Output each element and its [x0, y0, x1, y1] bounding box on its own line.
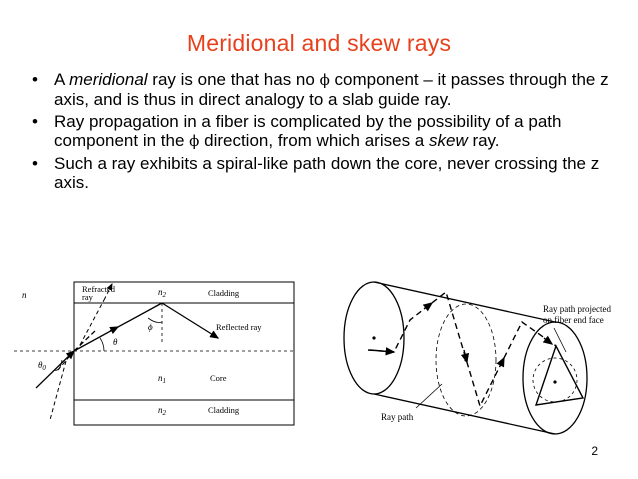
bullet-dot: • [32, 154, 38, 173]
label-n1: $n_1$ [158, 373, 166, 385]
label-n: n [22, 290, 27, 300]
label-projected-1: Ray path projected [543, 304, 611, 314]
center-dot-end [553, 380, 556, 383]
label-theta0: $\theta_0$ [38, 360, 46, 372]
label-cladding-bottom: Cladding [208, 405, 240, 415]
bullet-meridional: • A meridional ray is one that has no ϕ component – it passes through the z axis, and is thus in direct analogy to a slab guide ray. [32, 70, 609, 109]
label-n2-bottom: $n_2$ [158, 405, 166, 417]
label-n2-top: $n_2$ [158, 287, 166, 299]
bullet-skew: • Ray propagation in a fiber is complicated by the possibility of a path component in the ϕ direction, from which arises a skew ray. [32, 112, 562, 150]
label-projected-2: on fiber end face [543, 315, 604, 325]
slide-title: Meridional and skew rays [186, 30, 452, 56]
bullet-dot: • [32, 112, 38, 131]
label-ray-path: Ray path [381, 412, 414, 422]
label-phi: ϕ [148, 322, 153, 332]
label-refracted-2: ray [82, 292, 93, 302]
bullet-dot: • [32, 70, 38, 89]
bullet-spiral: • Such a ray exhibits a spiral-like path down the core, never crossing the z axis. [32, 154, 600, 192]
leader-ray-path [416, 384, 442, 408]
label-refracted-1: Refracted [82, 284, 116, 294]
projected-triangle [536, 346, 583, 405]
page-number: 2 [591, 444, 598, 458]
label-theta: θ [113, 337, 118, 347]
label-cladding-top: Cladding [208, 288, 240, 298]
label-reflected-ray: Reflected ray [216, 322, 262, 332]
center-dot-start [372, 336, 375, 339]
label-core: Core [210, 373, 227, 383]
fiber-end-face [523, 322, 587, 434]
